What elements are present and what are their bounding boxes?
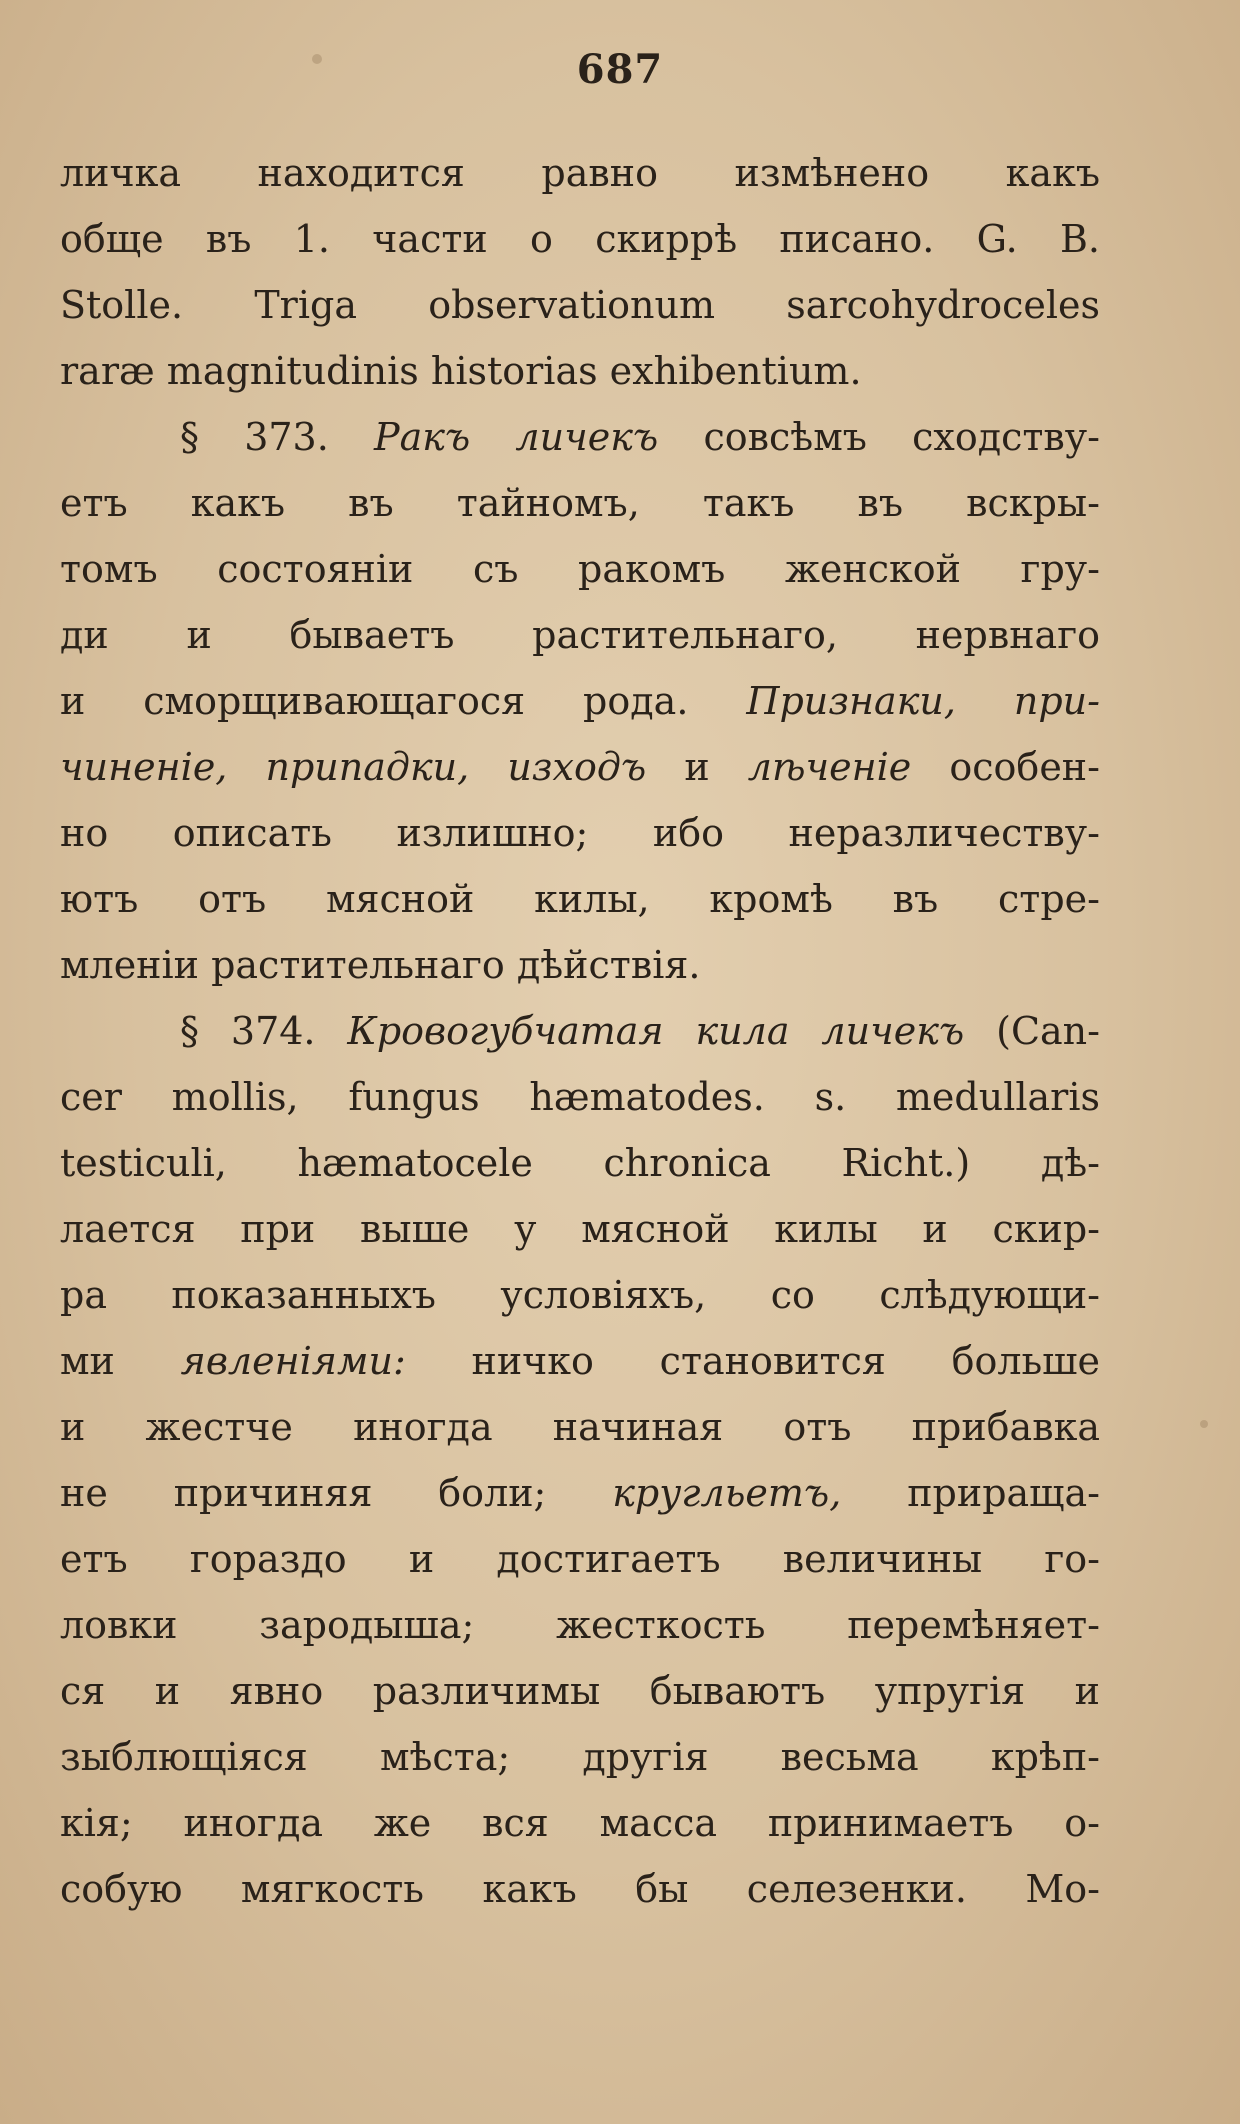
text-run: не причиняя боли;	[60, 1471, 613, 1515]
text-line	[60, 1526, 1100, 1592]
paper-stain	[1200, 1420, 1208, 1428]
text-line	[60, 140, 1100, 206]
text-line	[60, 1328, 1100, 1394]
text-run: cer mollis, fungus hæmatodes. s. medullaris	[60, 1075, 1100, 1119]
text-line	[60, 734, 1100, 800]
text-line	[60, 1130, 1100, 1196]
text-run: приращa-	[841, 1471, 1100, 1515]
text-run: ся и явно различимы бываютъ упругія и	[60, 1669, 1100, 1713]
text-run: мленіи растительнаго дѣйствія.	[60, 943, 701, 987]
text-line	[60, 272, 1100, 338]
text-run: ра показанныхъ условіяхъ, со слѣдующи-	[60, 1273, 1100, 1317]
text-line	[60, 1064, 1100, 1130]
text-line	[60, 1856, 1100, 1922]
text-run: ми	[60, 1339, 181, 1383]
text-line	[60, 1196, 1100, 1262]
text-line	[60, 668, 1100, 734]
text-run: ди и бываетъ растительнаго, нервнаго	[60, 613, 1100, 657]
text-run: етъ какъ въ тайномъ, такъ въ вскры-	[60, 481, 1100, 525]
text-run: ничко становится больше	[405, 1339, 1100, 1383]
text-line	[60, 1460, 1100, 1526]
text-line	[60, 470, 1100, 536]
text-line	[60, 1790, 1100, 1856]
text-run: ловки зародыша; жесткость перемѣняет-	[60, 1603, 1100, 1647]
text-run: кія; иногда же вся масса принимаетъ о-	[60, 1801, 1100, 1845]
text-run: совсѣмъ сходству-	[658, 415, 1100, 459]
text-line	[60, 1592, 1100, 1658]
text-run: етъ гораздо и достигаетъ величины го-	[60, 1537, 1100, 1581]
text-line	[60, 404, 1100, 470]
text-line	[60, 338, 1100, 404]
text-line	[60, 1658, 1100, 1724]
italic-text-run: кругльетъ,	[612, 1471, 842, 1515]
italic-text-run: Ракъ личекъ	[374, 415, 659, 459]
text-run: но описать излишно; ибо неразличеству-	[60, 811, 1100, 855]
italic-text-run: Кровогубчатая кила личекъ	[347, 1009, 965, 1053]
text-line	[60, 1394, 1100, 1460]
italic-text-run: лѣченіе	[747, 745, 912, 789]
text-run: собую мягкость какъ бы селезенки. Мо-	[60, 1867, 1100, 1911]
text-line	[60, 800, 1100, 866]
text-line	[60, 1724, 1100, 1790]
text-line	[60, 998, 1100, 1064]
text-run: (Can-	[964, 1009, 1100, 1053]
italic-text-run: явленіями:	[180, 1339, 406, 1383]
text-run: особен-	[911, 745, 1100, 789]
text-line	[60, 866, 1100, 932]
text-run: raræ magnitudinis historias exhibentium.	[60, 349, 862, 393]
text-run: обще въ 1. части о скиррѣ писано. G. B.	[60, 217, 1100, 261]
text-run: и жестче иногда начиная отъ прибавка	[60, 1405, 1100, 1449]
text-run: § 373.	[180, 415, 374, 459]
text-line	[60, 206, 1100, 272]
text-run: ютъ отъ мясной килы, кромѣ въ стре-	[60, 877, 1100, 921]
text-run: testiculi, hæmatocele chronica Richt.) дѣ-	[60, 1141, 1100, 1185]
page-number: 687	[576, 46, 664, 93]
text-line	[60, 536, 1100, 602]
text-run: § 374.	[180, 1009, 348, 1053]
text-run: лается при выше у мясной килы и скир-	[60, 1207, 1100, 1251]
text-run: личка находится равно измѣнено какъ	[60, 151, 1100, 195]
italic-text-run: Признаки, при-	[746, 679, 1100, 723]
text-run: и	[646, 745, 748, 789]
text-line	[60, 932, 1100, 998]
text-run: томъ состояніи съ ракомъ женской гру-	[60, 547, 1100, 591]
italic-text-run: чиненіе, припадки, изходъ	[60, 745, 647, 789]
body-text	[60, 140, 1100, 1922]
text-run: Stolle. Triga observationum sarcohydroceles	[60, 283, 1100, 327]
text-line	[60, 602, 1100, 668]
text-line	[60, 1262, 1100, 1328]
text-run: зыблющіяся мѣста; другія весьма крѣп-	[60, 1735, 1100, 1779]
text-run: и сморщивающагося рода.	[60, 679, 747, 723]
